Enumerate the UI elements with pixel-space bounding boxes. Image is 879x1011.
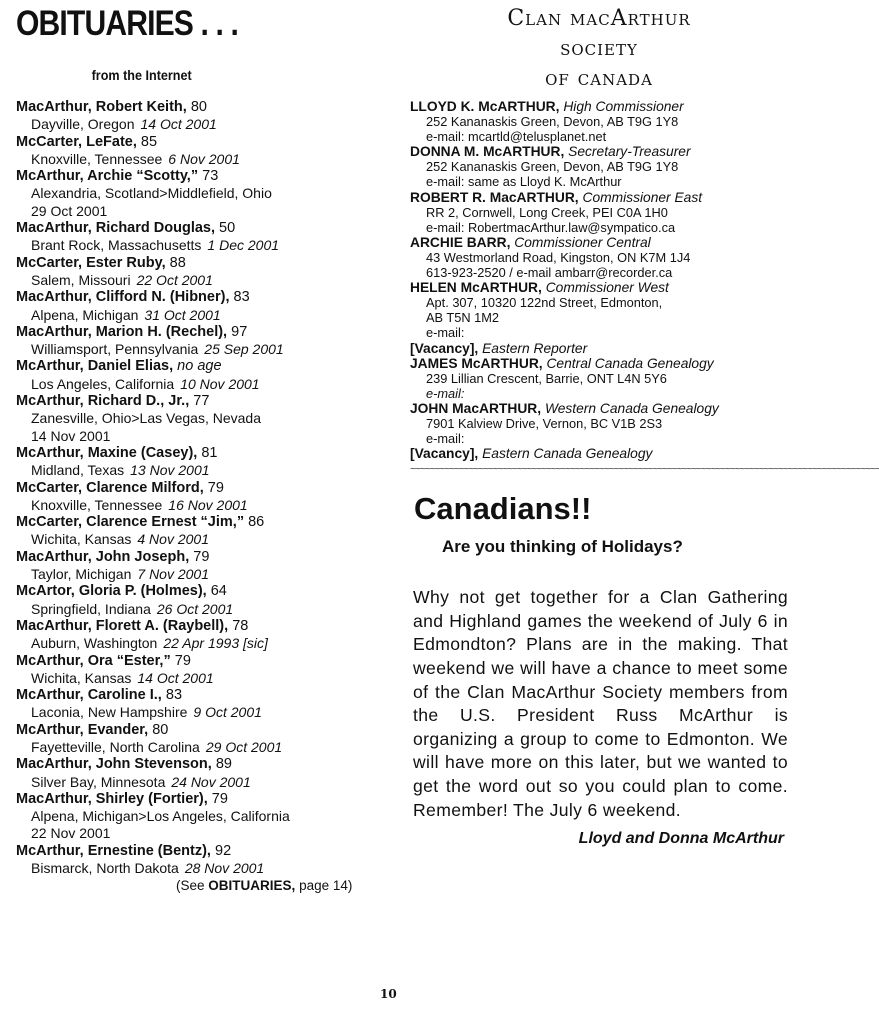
obituary-age: 89 <box>215 756 232 773</box>
obituary-location-line <box>16 185 402 202</box>
officer-entry <box>410 99 788 144</box>
obituary-location: Brant Rock, Massachusetts <box>31 237 202 254</box>
obituary-name: MacArthur, Shirley (Fortier), <box>16 790 208 807</box>
officer-detail: e-mail: <box>426 325 465 341</box>
obituary-date-line: 29 Oct 2001 <box>31 202 108 219</box>
officer-entry <box>410 190 788 235</box>
see-more-suffix: page 14) <box>299 878 353 894</box>
obituary-name: MacArthur, Clifford N. (Hibner), <box>16 289 230 306</box>
officer-name: JAMES McARTHUR, <box>410 355 543 371</box>
obituary-date: 13 Nov 2001 <box>130 462 210 479</box>
obituary-location: Wichita, Kansas <box>31 669 132 686</box>
officer-detail: 252 Kananaskis Green, Devon, AB T9G 1Y8 <box>426 114 679 130</box>
obituary-location: Los Angeles, California <box>31 375 175 392</box>
obituary-age: 80 <box>152 721 169 738</box>
obituary-name-line <box>16 134 402 151</box>
obituary-location: Midland, Texas <box>31 462 125 479</box>
obituary-location: Knoxville, Tennessee <box>31 150 163 167</box>
officer-name-line <box>410 99 788 114</box>
obituary-date-line: 14 Nov 2001 <box>31 427 111 444</box>
obituary-name: MacArthur, Robert Keith, <box>16 99 187 115</box>
officer-name: [Vacancy], <box>410 446 479 462</box>
obituary-name: McArthur, Daniel Elias, <box>16 358 174 375</box>
obituary-name-line <box>16 480 402 497</box>
obituary-location: Bismarck, North Dakota <box>31 860 179 877</box>
officer-name-line <box>410 401 788 416</box>
obituary-list <box>16 99 402 877</box>
obituary-location-line <box>16 566 402 583</box>
obituary-age: 83 <box>165 687 183 704</box>
officer-name: LLOYD K. McARTHUR, <box>410 99 560 114</box>
obituary-name: McArthur, Ernestine (Bentz), <box>16 842 211 859</box>
officer-name-line <box>410 446 788 461</box>
obituary-entry <box>16 220 402 255</box>
obituary-name-line <box>16 618 402 635</box>
obituary-age: 83 <box>233 289 250 306</box>
obituary-entry <box>16 549 402 584</box>
officer-role: Western Canada Genealogy <box>544 400 719 416</box>
obituary-location-line <box>16 808 402 825</box>
obituary-date: 25 Sep 2001 <box>204 341 284 358</box>
obituary-date: 1 Dec 2001 <box>207 237 280 254</box>
obituary-date: 14 Oct 2001 <box>137 669 214 686</box>
obituary-age: 80 <box>190 99 207 115</box>
obituary-location-line <box>16 116 402 133</box>
officer-name: ARCHIE BARR, <box>410 234 511 250</box>
canadians-heading: Canadians!! <box>414 491 592 527</box>
obituary-age: 88 <box>169 254 186 271</box>
obituary-name-line <box>16 653 402 670</box>
obituary-age: 50 <box>219 220 236 237</box>
obituary-age: 79 <box>207 479 224 496</box>
obituary-location-line <box>16 237 402 254</box>
obituary-entry <box>16 358 402 393</box>
officer-name: [Vacancy], <box>410 340 479 356</box>
obituary-entry <box>16 756 402 791</box>
obituary-age: 81 <box>201 444 218 461</box>
obituary-name-line <box>16 722 402 739</box>
obituary-date: 6 Nov 2001 <box>168 150 240 167</box>
obituary-location-line <box>16 531 402 548</box>
see-more-prefix: (See <box>176 878 205 894</box>
obituary-age: 79 <box>211 790 228 807</box>
obituary-date: 10 Nov 2001 <box>180 375 260 392</box>
officer-entry <box>410 280 788 340</box>
officer-detail: e-mail: <box>426 431 465 447</box>
obituary-entry <box>16 722 402 757</box>
officer-name: JOHN MacARTHUR, <box>410 400 542 416</box>
obituary-location: Taylor, Michigan <box>31 566 132 583</box>
obituaries-title: OBITUARIES . . . <box>16 4 239 43</box>
obituary-name-line <box>16 756 402 773</box>
obituary-location-line <box>16 462 402 479</box>
officer-detail: 252 Kananaskis Green, Devon, AB T9G 1Y8 <box>426 159 679 175</box>
obituary-location: Silver Bay, Minnesota <box>31 773 166 790</box>
obituary-name: McArthur, Archie “Scotty,” <box>16 168 199 185</box>
obituary-location: Zanesville, Ohio>Las Vegas, Nevada <box>31 410 261 427</box>
obituary-entry <box>16 791 402 843</box>
see-more-note <box>16 877 402 894</box>
obituary-name-line <box>16 843 402 860</box>
obituary-age: 78 <box>232 617 249 634</box>
obituary-location-line <box>16 307 402 324</box>
obituary-location-line <box>16 601 402 618</box>
officer-role: Eastern Reporter <box>482 340 588 356</box>
obituary-name: McArthur, Evander, <box>16 721 149 738</box>
obituary-location-line <box>16 739 402 756</box>
obituary-date: 4 Nov 2001 <box>137 531 209 548</box>
obituary-date: 7 Nov 2001 <box>137 566 209 583</box>
obituary-location-line <box>16 151 402 168</box>
clan-header-line1: Clan macArthur <box>507 6 691 31</box>
obituary-date: 29 Oct 2001 <box>205 738 283 755</box>
obituary-name: McCarter, Ester Ruby, <box>16 254 166 271</box>
obituary-location-line <box>16 774 402 791</box>
obituary-location: Alpena, Michigan <box>31 306 139 323</box>
obituary-name: McCarter, LeFate, <box>16 133 137 150</box>
obituary-age: no age <box>177 358 222 375</box>
obituary-entry <box>16 324 402 359</box>
obituary-name: MacArthur, John Stevenson, <box>16 756 212 773</box>
obituary-entry <box>16 255 402 290</box>
obituary-name-line <box>16 549 402 566</box>
obituary-location: Springfield, Indiana <box>31 600 151 617</box>
officer-name-line <box>410 356 788 371</box>
obituary-entry <box>16 445 402 480</box>
obituary-entry <box>16 514 402 549</box>
officer-role: Commissioner East <box>582 189 703 205</box>
officer-entry <box>410 446 788 461</box>
officer-name: HELEN McARTHUR, <box>410 280 542 296</box>
officer-entry <box>410 401 788 446</box>
obituary-name-line <box>16 445 402 462</box>
obituary-name-line <box>16 583 402 600</box>
obituary-entry <box>16 168 402 220</box>
obituary-location: Auburn, Washington <box>31 635 158 652</box>
obituary-location-line <box>16 272 402 289</box>
officer-detail: e-mail: RobertmacArthur.law@sympatico.ca <box>426 219 676 235</box>
officer-detail: Apt. 307, 10320 122nd Street, Edmonton, <box>426 295 663 311</box>
obituary-location: Knoxville, Tennessee <box>31 496 163 513</box>
obituary-location: Williamsport, Pennsylvania <box>31 341 199 358</box>
obituary-location-line <box>16 670 402 687</box>
obituary-name: McArtor, Gloria P. (Holmes), <box>16 583 207 600</box>
officer-name: ROBERT R. MacARTHUR, <box>410 189 579 205</box>
obituary-age: 92 <box>215 842 232 859</box>
obituary-name: McArthur, Caroline I., <box>16 687 162 704</box>
obituary-location-line <box>16 704 402 721</box>
obituary-age: 77 <box>193 393 210 410</box>
obituary-name: McCarter, Clarence Milford, <box>16 479 204 496</box>
obituary-date: 14 Oct 2001 <box>140 116 217 133</box>
obituary-entry <box>16 289 402 324</box>
obituary-entry <box>16 480 402 515</box>
obituary-age: 97 <box>231 323 248 340</box>
obituary-location: Alpena, Michigan>Los Angeles, California <box>31 808 290 825</box>
holidays-subheading: Are you thinking of Holidays? <box>442 537 683 557</box>
officer-name-line <box>410 280 788 295</box>
officer-detail: 613-923-2520 / e-mail ambarr@recorder.ca <box>426 265 673 281</box>
page-number: 10 <box>380 987 397 1001</box>
officer-entry <box>410 235 788 280</box>
officer-entry <box>410 356 788 401</box>
officer-detail: AB T5N 1M2 <box>426 310 500 326</box>
officer-name-line <box>410 341 788 356</box>
obituary-name: McCarter, Clarence Ernest “Jim,” <box>16 514 245 531</box>
officer-role: Secretary-Treasurer <box>568 144 691 160</box>
obituary-date: 22 Apr 1993 [sic] <box>163 635 268 652</box>
officer-detail: 43 Westmorland Road, Kingston, ON K7M 1J4 <box>426 249 691 265</box>
obituary-entry <box>16 653 402 688</box>
obituary-age: 79 <box>193 548 210 565</box>
obituary-name-line <box>16 687 402 704</box>
obituary-date: 24 Nov 2001 <box>171 773 251 790</box>
officer-name-line <box>410 144 788 159</box>
obituary-location: Salem, Missouri <box>31 271 131 288</box>
obituary-name: McArthur, Richard D., Jr., <box>16 393 190 410</box>
obituary-name: MacArthur, Florett A. (Raybell), <box>16 617 229 634</box>
obituary-location: Fayetteville, North Carolina <box>31 738 200 755</box>
obituary-name-line <box>16 289 402 306</box>
officer-name-line <box>410 190 788 205</box>
obituary-entry <box>16 618 402 653</box>
officer-detail: e-mail: mcartld@telusplanet.net <box>426 129 607 145</box>
obituary-name-line <box>16 168 402 185</box>
obituary-name: MacArthur, Richard Douglas, <box>16 220 216 237</box>
officer-detail: RR 2, Cornwell, Long Creek, PEI C0A 1H0 <box>426 204 668 220</box>
clan-header-line2: society <box>560 36 638 61</box>
obituary-date-line: 22 Nov 2001 <box>31 825 111 842</box>
obituary-location-line <box>16 376 402 393</box>
obituary-location-line <box>16 860 402 877</box>
obituaries-column <box>16 0 402 894</box>
obituary-date: 9 Oct 2001 <box>193 704 262 721</box>
obituary-age: 79 <box>174 652 191 669</box>
officer-name: DONNA M. McARTHUR, <box>410 144 565 160</box>
obituary-name-line <box>16 99 402 116</box>
officer-detail: 239 Lillian Crescent, Barrie, ONT L4N 5Y6 <box>426 370 667 386</box>
obituary-entry <box>16 393 402 445</box>
obituary-location-line <box>16 410 402 427</box>
clan-society-header <box>410 4 788 94</box>
officer-role: Central Canada Genealogy <box>546 355 714 371</box>
obituary-entry <box>16 99 402 134</box>
obituary-entry <box>16 134 402 169</box>
obituary-name-line <box>16 514 402 531</box>
officer-detail: e-mail: <box>426 385 465 401</box>
see-more-link[interactable]: OBITUARIES, <box>208 878 296 894</box>
obituary-entry <box>16 843 402 878</box>
obituary-name: McArthur, Maxine (Casey), <box>16 444 198 461</box>
obituary-date: 22 Oct 2001 <box>136 271 213 288</box>
obituary-age: 86 <box>248 514 265 531</box>
obituary-location: Dayville, Oregon <box>31 116 135 133</box>
obituary-name-line <box>16 393 402 410</box>
officer-role: Commissioner Central <box>514 234 651 250</box>
obituary-location-line <box>16 497 402 514</box>
obituary-location: Alexandria, Scotland>Middlefield, Ohio <box>31 185 272 202</box>
obituary-age: 64 <box>210 583 227 600</box>
obituary-age: 85 <box>140 133 158 150</box>
obituary-name: McArthur, Ora “Ester,” <box>16 652 171 669</box>
obituary-date: 28 Nov 2001 <box>184 860 265 877</box>
obituary-date: 26 Oct 2001 <box>156 600 234 617</box>
obituary-name-line <box>16 220 402 237</box>
officer-entry <box>410 144 788 189</box>
obituary-entry <box>16 687 402 722</box>
officer-role: Eastern Canada Genealogy <box>482 446 653 462</box>
obituary-location-line <box>16 341 402 358</box>
obituary-date: 16 Nov 2001 <box>168 496 248 513</box>
gathering-paragraph: Why not get together for a Clan Gathering and Highland games the weekend of July 6 in Edmondton? Plans are in the making. That weekend we will have a chance to meet some of the Clan MacArthur Society members from the U.S. President Russ McArthur is organizing a group to come to Edmonton. We will have more on this later, but we wanted to get the word out so you could plan to come. Remember! The July 6 weekend. <box>413 587 788 820</box>
obituary-entry <box>16 583 402 618</box>
obituary-location: Laconia, New Hampshire <box>31 704 188 721</box>
officer-role: High Commissioner <box>563 99 684 114</box>
obituary-name-line <box>16 324 402 341</box>
obituary-name-line <box>16 358 402 375</box>
obituary-location: Wichita, Kansas <box>31 531 132 548</box>
officer-role: Commissioner West <box>545 280 669 296</box>
officer-detail: e-mail: same as Lloyd K. McArthur <box>426 174 622 190</box>
obituaries-subtitle: from the Internet <box>91 67 192 83</box>
obituary-date: 31 Oct 2001 <box>144 306 221 323</box>
obituary-name-line <box>16 791 402 808</box>
officer-list <box>410 99 788 461</box>
obituary-name: MacArthur, John Joseph, <box>16 548 190 565</box>
obituary-name: MacArthur, Marion H. (Rechel), <box>16 323 228 340</box>
obituary-location-line <box>16 635 402 652</box>
officer-name-line <box>410 235 788 250</box>
clan-header-line3: of canada <box>545 66 653 91</box>
officer-detail: 7901 Kalview Drive, Vernon, BC V1B 2S3 <box>426 415 663 431</box>
society-column <box>410 0 879 848</box>
obituary-name-line <box>16 255 402 272</box>
officer-entry <box>410 341 788 356</box>
obituary-age: 73 <box>202 168 219 185</box>
signature: Lloyd and Donna McArthur <box>578 830 784 848</box>
tilde-divider: ~~~~~~~~~~~~~~~~~~~~~~~~~~~~~~~~~~~~~~~~~~~~~~~~~~~~~~~~~~~~~~~~~~~~~~~~~~~~~~~~~~~~~~~~~~~~~~~~~ <box>410 464 879 476</box>
